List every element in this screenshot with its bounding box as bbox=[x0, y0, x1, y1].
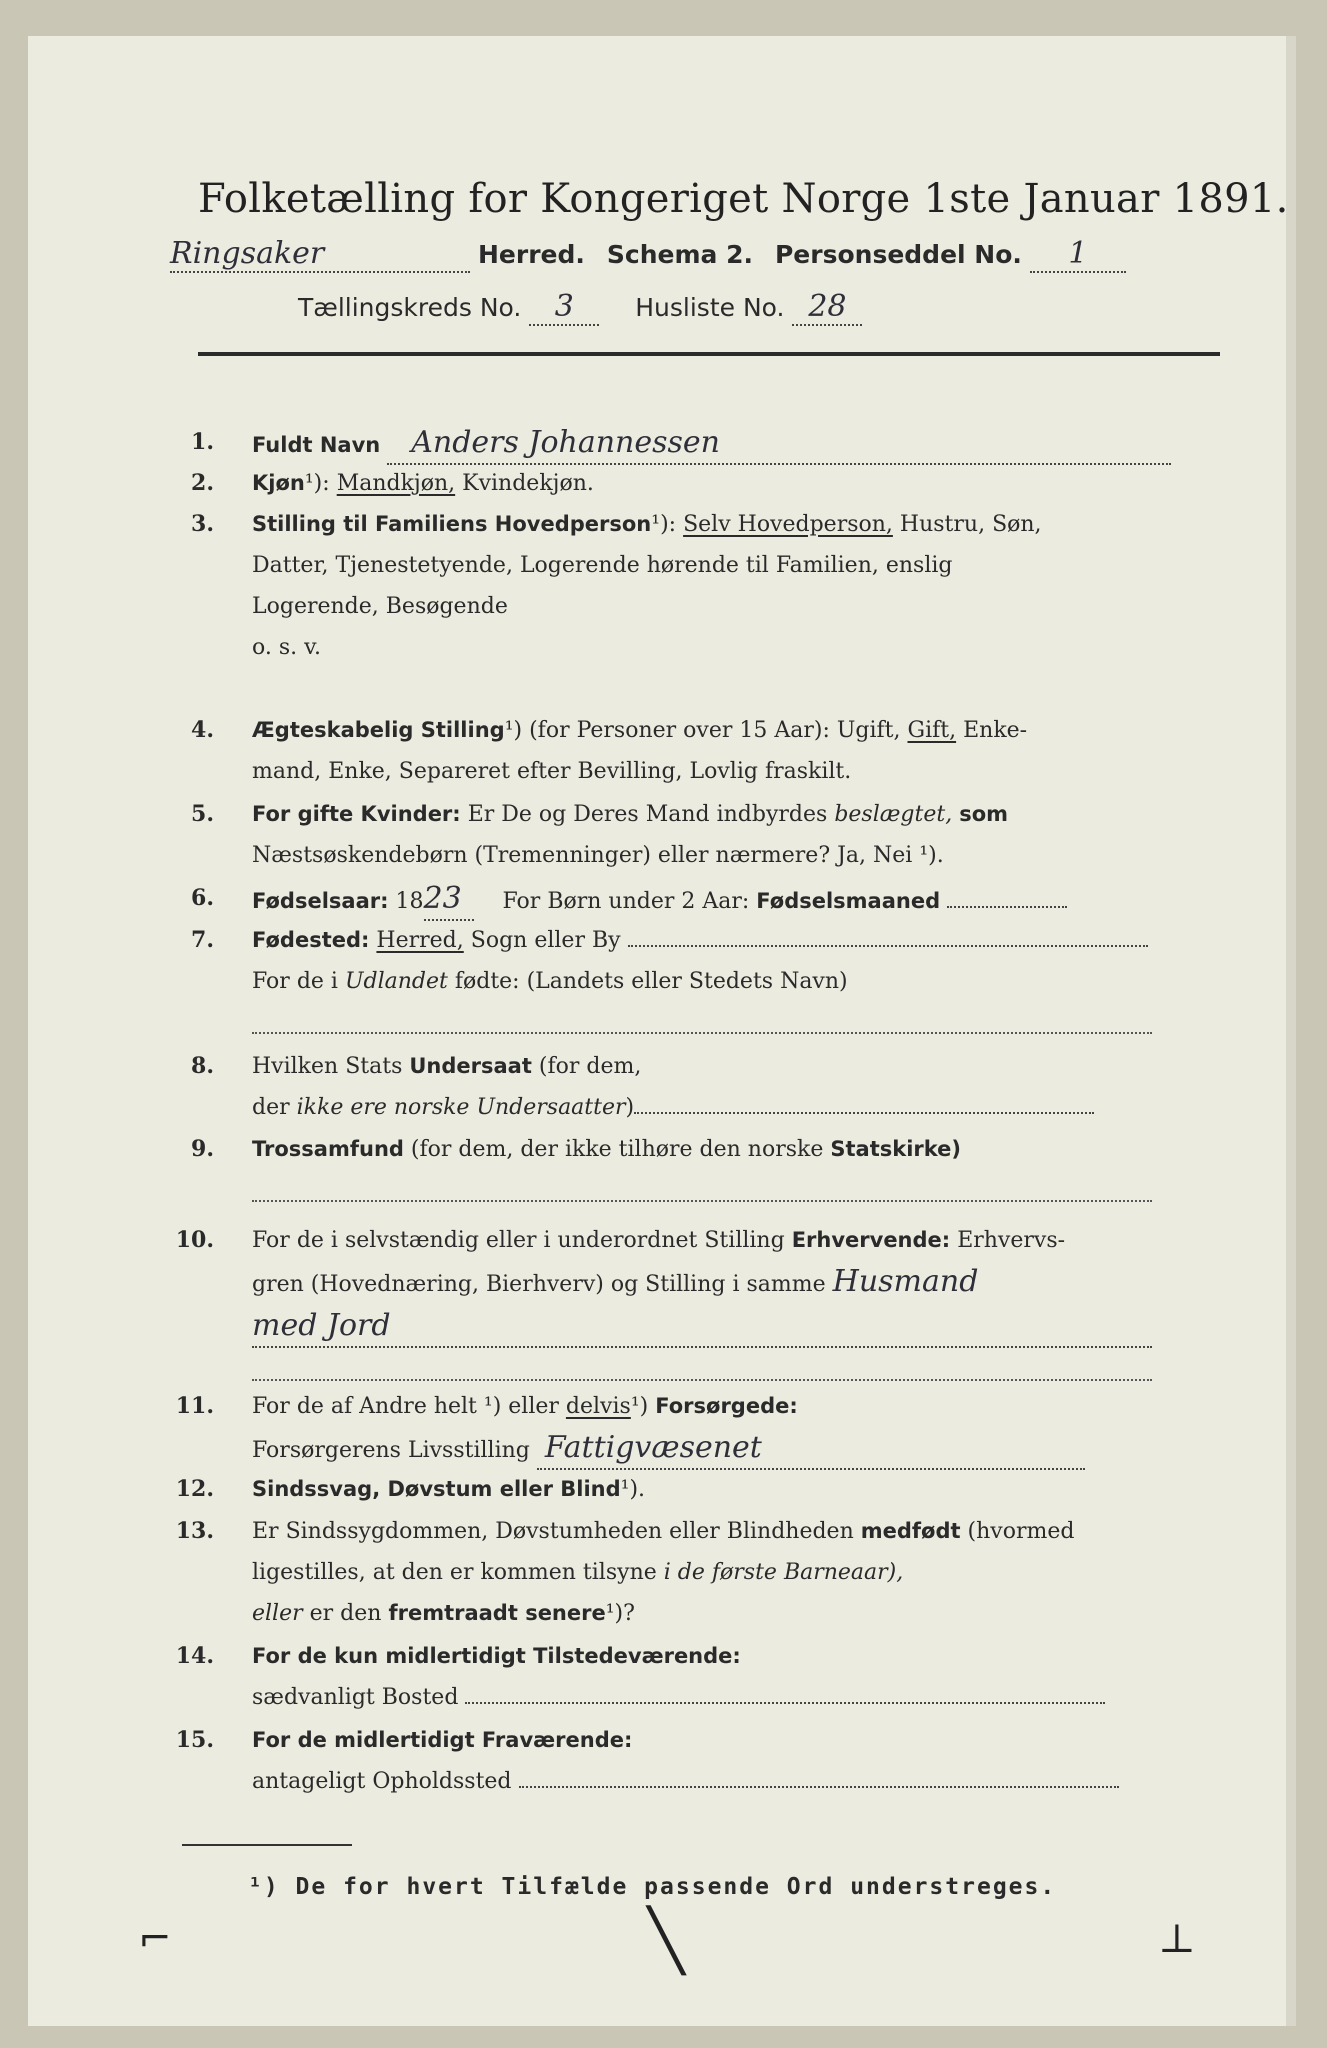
kreds-row bbox=[298, 289, 1218, 326]
header-row bbox=[170, 236, 1218, 273]
form-content bbox=[170, 176, 1289, 356]
personseddel-value: 1 bbox=[1030, 236, 1126, 273]
provider-answer: Fattigvæsenet bbox=[537, 1427, 1085, 1470]
husliste-value: 28 bbox=[792, 289, 862, 326]
occupation-answer-2: med Jord bbox=[252, 1305, 1152, 1348]
marital-selected: Gift, bbox=[907, 718, 957, 743]
footnote-rule bbox=[182, 1844, 352, 1846]
herred-value: Ringsaker bbox=[170, 236, 470, 273]
sex-selected: Mandkjøn, bbox=[336, 471, 456, 496]
herred-label: Herred. bbox=[478, 240, 585, 269]
form-title: Folketælling for Kongeriget Norge 1ste Januar 1891. bbox=[198, 176, 1289, 222]
kreds-value: 3 bbox=[529, 289, 599, 326]
name-answer: Anders Johannessen bbox=[387, 422, 1171, 465]
birthplace-selected: Herred, bbox=[376, 928, 464, 953]
census-form-page: Folketælling for Kongeriget Norge 1ste Januar 1891. Ringsaker Herred. Schema 2. Personseddel No. 1 Tællingskreds No. 3 Husliste No. 28 1. Fuldt Navn Anders Johannessen 2. Kjøn¹): Mandkjøn, Kvindekjøn. 3. Stilling til Familiens Hovedperson¹): Selv Hovedperson, Hustru, Søn, Datter, Tjenestetyende, Logerende hørende til Familien, enslig Logerende, Besøgende o. s. v. 4. Ægteskabelig Stilling¹) (for Personer over 15 Aar): Ugift, Gift, Enke- mand, Enke, Separeret efter Bevilling, Lovlig fraskilt. 5. For gifte Kvinder: Er De og Deres Mand indbyrdes beslægtet, som Næstsøskendebørn (Tremenninger) eller nærmere? Ja, Nei ¹). 6. Fødselsaar: 1823 For Børn under 2 Aar: Fødselsmaaned 7. Fødested: Herred, Sogn eller By For de i Udlandet fødte: (Landets eller Stedets Navn) 8. Hvilken Stats Undersaat (for dem, der ikke ere norske Undersaatter) 9. Trossamfund (for dem, der ikke tilhøre den norske Statskirke) 10. For de i selvstændig eller i underordnet Stilling Erhvervende: Erhvervs- gren (Hovednæring, Bierhverv) og Stilling i samme Husmand med Jord 11. For de af Andre helt ¹) eller delvis¹) Forsørgede: Forsørgerens Livsstilling Fattigvæsenet 12. Sindssvag, Døvstum eller Blind¹). 13. Er Sindssygdommen, Døvstumheden eller Blindheden medfødt (hvormed ligestilles, at den er kommen tilsyne i de første Barneaar), eller er den fremtraadt senere¹)? 14. For de kun midlertidigt Tilstedeværende: sædvanligt Bosted 15. For de midlertidigt Fraværende: antageligt Opholdssted ¹) De for hvert Tilfælde passende Ord understreges. ⌐ ╲ ⊥ bbox=[28, 36, 1296, 2026]
position-selected: Selv Hovedperson, bbox=[683, 512, 893, 537]
birth-year-answer: 23 bbox=[424, 878, 474, 921]
scan-mark-left: ⌐ bbox=[138, 1916, 172, 1962]
schema-label: Schema 2. bbox=[606, 240, 753, 269]
header-rule bbox=[198, 352, 1220, 356]
occupation-answer-1: Husmand bbox=[832, 1264, 979, 1299]
personseddel-label: Personseddel No. bbox=[774, 240, 1022, 269]
husliste-label: Husliste No. bbox=[635, 293, 785, 322]
scan-mark-right: ⊥ bbox=[1158, 1916, 1196, 1962]
footnote: ¹) De for hvert Tilfælde passende Ord understreges. bbox=[248, 1874, 1057, 1900]
kreds-label: Tællingskreds No. bbox=[298, 293, 522, 322]
scan-mark-center: ╲ bbox=[648, 1906, 685, 1976]
